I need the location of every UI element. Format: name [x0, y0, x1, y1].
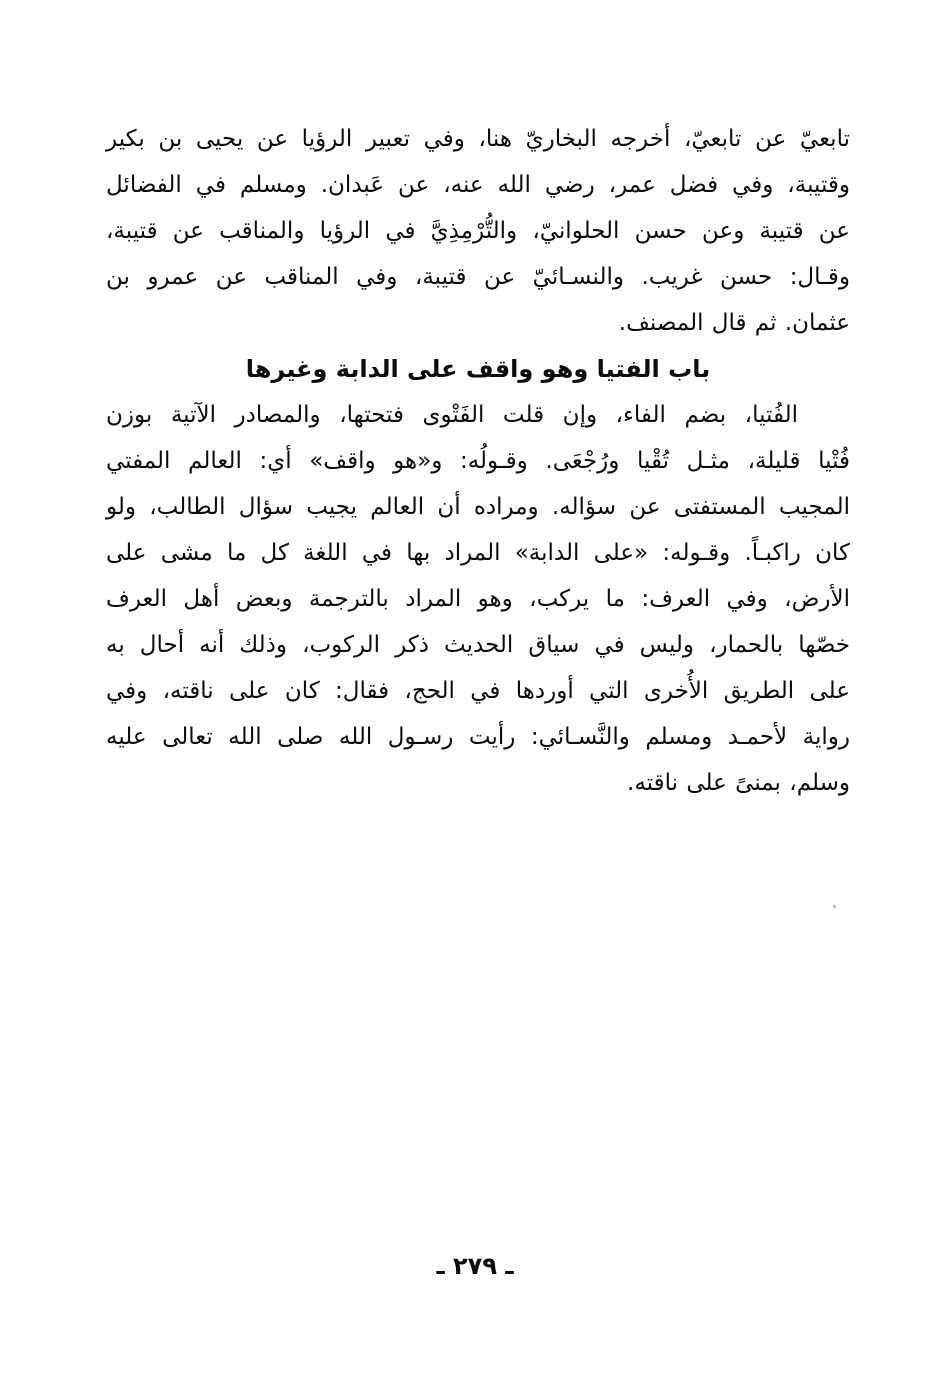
text-line: عثمان. ثم قال المصنف. — [618, 310, 850, 336]
text-line: وقـال: حسن غريب. والنسـائيّ عن قتيبة، وفي المناقب عن عمرو بن — [106, 264, 850, 290]
text-line: الفُتيا، بضم الفاء، وإن قلت الفَتْوى فتحتها، والمصادر الآتية بوزن — [106, 402, 798, 428]
text-line: وسلم، بمنىً على ناقته. — [627, 770, 850, 796]
paragraph-2 — [106, 392, 850, 806]
text-line: فُتْيا قليلة، مثـل تُقْيا ورُجْعَى. وقـولُه: و«هو واقف» أي: العالم المفتي — [106, 448, 850, 474]
text-line: عن قتيبة وعن حسن الحلوانيّ، والتُّرْمِذِيَّ في الرؤيا والمناقب عن قتيبة، — [106, 218, 850, 244]
text-line: تابعيّ عن تابعيّ، أخرجه البخاريّ هنا، وفي تعبير الرؤيا عن يحيى بن بكير — [106, 126, 850, 152]
text-line: المجيب المستفتى عن سؤاله. ومراده أن العالم يجيب سؤال الطالب، ولو — [106, 494, 850, 520]
text-line: على الطريق الأُخرى التي أوردها في الحج، فقال: كان على ناقته، وفي — [106, 678, 850, 704]
text-line: خصّها بالحمار، وليس في سياق الحديث ذكر الركوب، وذلك أنه أحال به — [106, 632, 850, 658]
text-line: كان راكبـاً. وقـوله: «على الدابة» المراد بها في اللغة كل ما مشى على — [106, 540, 850, 566]
text-line: وقتيبة، وفي فضل عمر، رضي الله عنه، عن عَبدان. ومسلم في الفضائل — [106, 172, 850, 198]
chapter-heading: باب الفتيا وهو واقف على الدابة وغيرها — [245, 355, 711, 383]
text-line: الأرض، وفي العرف: ما يركب، وهو المراد بالترجمة وبعض أهل العرف — [106, 586, 850, 612]
page-text — [106, 116, 850, 806]
paragraph-1 — [106, 116, 850, 346]
text-line: رواية لأحمـد ومسلم والنَّسـائي: رأيت رسـول الله صلى الله تعالى عليه — [106, 724, 850, 750]
page-number: ـ ٢٧٩ ـ — [436, 1252, 514, 1280]
scan-speck — [833, 905, 836, 908]
